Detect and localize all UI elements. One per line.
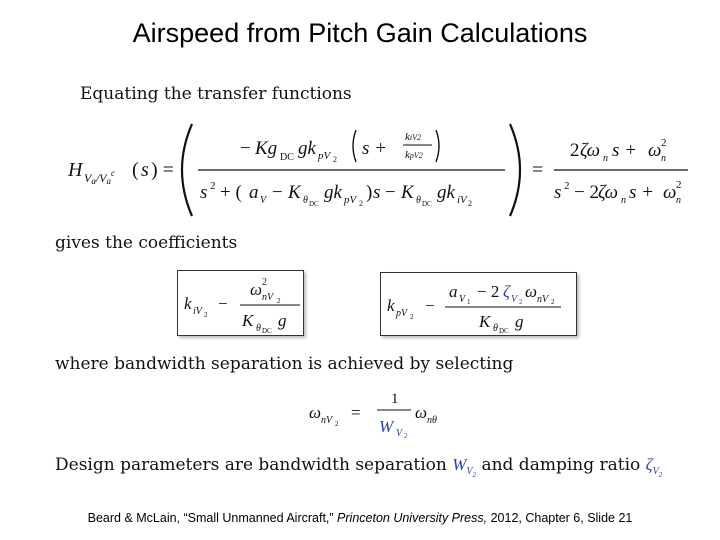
svg-text:−: −: [240, 138, 251, 159]
svg-text:n: n: [676, 195, 681, 206]
kp-coefficient-equation: [381, 273, 576, 335]
bandwidth-separation-symbol: $W_{V_2}$: [452, 455, 477, 480]
svg-text:s +: s +: [362, 138, 387, 159]
svg-text:1: 1: [467, 298, 471, 306]
footer-press: Princeton University Press,: [337, 511, 488, 525]
svg-text:iV: iV: [457, 194, 467, 206]
svg-text:2: 2: [335, 420, 339, 428]
svg-text:n: n: [661, 153, 666, 164]
svg-text:nV: nV: [537, 294, 549, 305]
svg-text:ζω: ζω: [598, 182, 619, 203]
svg-text:DC: DC: [262, 327, 272, 335]
svg-text:2: 2: [564, 180, 570, 192]
slide-footer: [0, 511, 720, 525]
ki-coefficient-box: [177, 270, 304, 336]
svg-text:V: V: [396, 428, 403, 439]
svg-text:kiV2: kiV2: [405, 131, 421, 143]
svg-text:ω: ω: [415, 403, 428, 422]
svg-text:ω: ω: [663, 182, 677, 203]
svg-text:nV: nV: [262, 292, 274, 303]
svg-text:2: 2: [210, 180, 216, 192]
svg-text:DC: DC: [422, 200, 432, 208]
ki-coefficient-equation: [178, 271, 303, 335]
svg-text:g: g: [515, 312, 524, 331]
svg-text:ζ: ζ: [503, 282, 510, 301]
svg-text:2: 2: [333, 155, 337, 164]
svg-text:Va/Vac: Va/Va$^c$: [84, 168, 116, 186]
svg-text:nθ: nθ: [427, 415, 437, 426]
svg-text:V: V: [511, 294, 518, 305]
svg-text:): ): [366, 182, 373, 203]
svg-text:W: W: [379, 417, 394, 436]
svg-text:θ: θ: [416, 195, 421, 206]
slide-title: Airspeed from Pitch Gain Calculations: [132, 18, 588, 48]
svg-text:θ: θ: [256, 323, 261, 334]
svg-text:) =: ) =: [151, 159, 174, 181]
design-parameters-prefix: Design parameters are bandwidth separation: [55, 455, 447, 475]
svg-text:a: a: [249, 182, 259, 203]
svg-text:2: 2: [551, 298, 555, 306]
svg-text:2: 2: [404, 432, 408, 440]
svg-text:θ: θ: [303, 195, 308, 206]
svg-text:n: n: [603, 153, 608, 164]
svg-text:V: V: [260, 195, 267, 206]
svg-text:(: (: [132, 159, 139, 181]
svg-text:ω: ω: [525, 282, 538, 301]
svg-text:ζω: ζω: [580, 140, 601, 161]
design-parameters-middle: and damping ratio: [481, 455, 641, 475]
bandwidth-separation-equation: [305, 386, 465, 442]
svg-text:−: −: [385, 182, 396, 203]
svg-text:2: 2: [277, 297, 281, 305]
svg-text:− 2: − 2: [574, 182, 599, 203]
svg-text:s: s: [373, 182, 381, 203]
svg-text:2: 2: [359, 199, 363, 208]
svg-text:pV: pV: [396, 308, 408, 319]
svg-text:2: 2: [410, 313, 414, 321]
transfer-function-equation: [60, 118, 700, 222]
svg-text:−: −: [218, 294, 228, 313]
svg-text:nV: nV: [321, 415, 333, 426]
svg-text:s +: s +: [629, 182, 654, 203]
svg-text:− 2: − 2: [477, 282, 500, 301]
footer-rest: 2012, Chapter 6, Slide 21: [490, 511, 633, 525]
svg-text:k: k: [184, 294, 192, 313]
equating-text: Equating the transfer functions: [80, 84, 352, 104]
design-parameters-line: [55, 455, 662, 479]
svg-text:=: =: [351, 403, 361, 422]
svg-text:−: −: [272, 182, 283, 203]
svg-text:s +: s +: [612, 140, 637, 161]
damping-ratio-symbol: $\zeta_{V_2}$: [645, 455, 663, 480]
svg-text:s: s: [200, 182, 208, 203]
kp-coefficient-box: [380, 272, 577, 336]
svg-text:K: K: [288, 182, 301, 203]
svg-text:−: −: [425, 296, 435, 315]
svg-text:2: 2: [676, 179, 682, 191]
svg-text:DC: DC: [309, 200, 319, 208]
svg-text:1: 1: [391, 391, 399, 407]
svg-text:2: 2: [661, 137, 667, 149]
svg-text:H: H: [68, 159, 83, 181]
svg-text:2: 2: [519, 298, 523, 306]
svg-text:ω: ω: [648, 140, 662, 161]
svg-text:kpV2: kpV2: [405, 149, 423, 161]
svg-text:k: k: [387, 296, 395, 315]
svg-text:=: =: [532, 159, 544, 181]
svg-text:gk: gk: [298, 138, 316, 159]
svg-text:K: K: [242, 311, 254, 330]
svg-text:pV: pV: [344, 194, 357, 206]
svg-text:θ: θ: [493, 323, 498, 334]
svg-text:gk: gk: [437, 182, 455, 203]
svg-text:s: s: [554, 182, 562, 203]
svg-text:pV: pV: [318, 150, 331, 162]
svg-text:+ (: + (: [220, 182, 242, 203]
svg-text:2: 2: [204, 311, 208, 319]
svg-text:ω: ω: [250, 280, 263, 299]
svg-text:V: V: [459, 294, 466, 305]
svg-text:DC: DC: [280, 152, 294, 163]
footer-authors: Beard & McLain, “Small Unmanned Aircraft,”: [87, 511, 334, 525]
svg-text:K: K: [401, 182, 414, 203]
svg-text:s: s: [141, 159, 149, 181]
svg-text:2: 2: [262, 277, 267, 288]
svg-text:Kg: Kg: [255, 138, 278, 159]
svg-text:K: K: [479, 312, 491, 331]
svg-text:a: a: [449, 282, 458, 301]
svg-text:g: g: [278, 311, 287, 330]
svg-text:DC: DC: [499, 327, 509, 335]
svg-text:iV: iV: [193, 306, 202, 317]
svg-text:gk: gk: [324, 182, 342, 203]
where-bandwidth-text: where bandwidth separation is achieved by selecting: [55, 354, 514, 374]
gives-coefficients-text: gives the coefficients: [55, 233, 238, 253]
svg-text:2: 2: [468, 199, 472, 208]
svg-text:2: 2: [570, 140, 580, 161]
svg-text:ω: ω: [309, 403, 322, 422]
svg-text:n: n: [621, 195, 626, 206]
